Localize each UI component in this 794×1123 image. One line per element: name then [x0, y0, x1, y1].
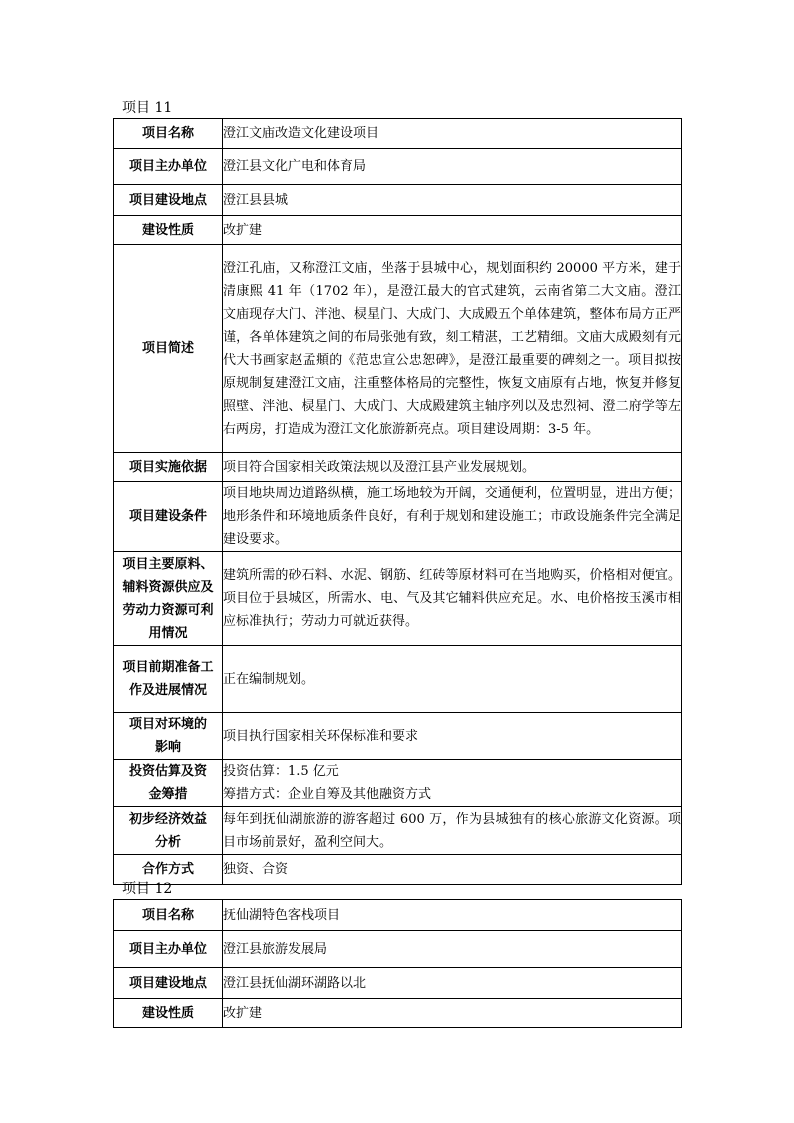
row-value: 改扩建: [223, 216, 682, 245]
row-label: 项目建设地点: [114, 185, 223, 216]
row-value: 改扩建: [223, 999, 682, 1028]
construction-conditions: 项目地块周边道路纵横，施工场地较为开阔，交通便利，位置明显，进出方便；地形条件和环境地质条件良好，有利于规划和建设施工；市政设施条件完全满足建设要求。: [223, 486, 681, 547]
row-value: 抚仙湖特色客栈项目: [223, 900, 682, 931]
row-label: 项目简述: [114, 245, 223, 453]
row-label: 建设性质: [114, 216, 223, 245]
project-12-title: 项目 12: [122, 881, 173, 897]
row-label: 合作方式: [114, 855, 223, 885]
row-label: 项目主要原料、辅料资源供应及劳动力资源可利用情况: [114, 552, 223, 646]
row-label: 项目建设地点: [114, 968, 223, 999]
row-value: 澄江文庙改造文化建设项目: [223, 119, 682, 149]
project-12-table: [113, 899, 682, 1028]
row-value: 项目符合国家相关政策法规以及澄江县产业发展规划。: [223, 453, 682, 482]
table-row: [114, 807, 682, 855]
table-row: [114, 999, 682, 1028]
table-row: [114, 968, 682, 999]
economic-analysis: 每年到抚仙湖旅游的游客超过 600 万，作为县城独有的核心旅游文化资源。项目市场前景好，盈利空间大。: [223, 811, 681, 850]
row-label: 项目主办单位: [114, 931, 223, 968]
project-11-table: [113, 118, 682, 885]
row-value: [223, 245, 682, 453]
resource-supply: 建筑所需的砂石料、水泥、钢筋、红砖等原材料可在当地购买，价格相对便宜。项目位于县城区，所需水、电、气及其它辅料供应充足。水、电价格按玉溪市相应标准执行；劳动力可就近获得。: [223, 568, 681, 629]
table-row: [114, 119, 682, 149]
row-value: [223, 552, 682, 646]
financing-method: 筹措方式：企业自筹及其他融资方式: [223, 787, 432, 802]
table-row: [114, 713, 682, 760]
row-value: 澄江县旅游发展局: [223, 931, 682, 968]
table-row: [114, 482, 682, 552]
row-label: 项目对环境的影响: [114, 713, 223, 760]
table-row: [114, 453, 682, 482]
table-row: [114, 185, 682, 216]
investment-estimate: 投资估算：1.5 亿元: [223, 764, 339, 779]
row-label: 项目名称: [114, 119, 223, 149]
row-value: 澄江县抚仙湖环湖路以北: [223, 968, 682, 999]
project-description: 澄江孔庙，又称澄江文庙，坐落于县城中心，规划面积约 20000 平方米，建于清康熙 41 年（1702 年），是澄江最大的官式建筑，云南省第二大文庙。澄江文庙现存大门、泮池、棂星门、大成门、大成殿五个单体建筑，整体布局方正严谨，各单体建筑之间的布局张弛有致，刻工精湛，工艺精细。文庙大成殿刻有元代大书画家赵孟頫的《范忠宣公忠恕碑》，是澄江最重要的碑刻之一。项目拟按原规制复建澄江文庙，注重整体格局的完整性，恢复文庙原有占地，恢复并修复照壁、泮池、棂星门、大成门、大成殿建筑主轴序列以及忠烈祠、澄二府学等左右两房，打造成为澄江文化旅游新亮点。项目建设周期：3-5 年。: [223, 260, 681, 437]
row-label: 初步经济效益分析: [114, 807, 223, 855]
row-label: 项目前期准备工作及进展情况: [114, 646, 223, 713]
table-row: [114, 931, 682, 968]
row-value: [223, 760, 682, 807]
table-row: [114, 855, 682, 885]
row-label: 投资估算及资金筹措: [114, 760, 223, 807]
row-value: 正在编制规划。: [223, 646, 682, 713]
row-label: 建设性质: [114, 999, 223, 1028]
row-value: 澄江县文化广电和体育局: [223, 149, 682, 185]
row-value: 澄江县县城: [223, 185, 682, 216]
project-11-title: 项目 11: [122, 100, 173, 116]
table-row: [114, 900, 682, 931]
row-label: 项目名称: [114, 900, 223, 931]
table-row: [114, 552, 682, 646]
row-value: 独资、合资: [223, 855, 682, 885]
table-row: [114, 760, 682, 807]
table-row: [114, 216, 682, 245]
row-value: [223, 807, 682, 855]
row-value: 项目执行国家相关环保标准和要求: [223, 713, 682, 760]
row-label: 项目主办单位: [114, 149, 223, 185]
table-row: [114, 149, 682, 185]
row-label: 项目实施依据: [114, 453, 223, 482]
table-row: [114, 646, 682, 713]
table-row: [114, 245, 682, 453]
row-label: 项目建设条件: [114, 482, 223, 552]
row-value: [223, 482, 682, 552]
